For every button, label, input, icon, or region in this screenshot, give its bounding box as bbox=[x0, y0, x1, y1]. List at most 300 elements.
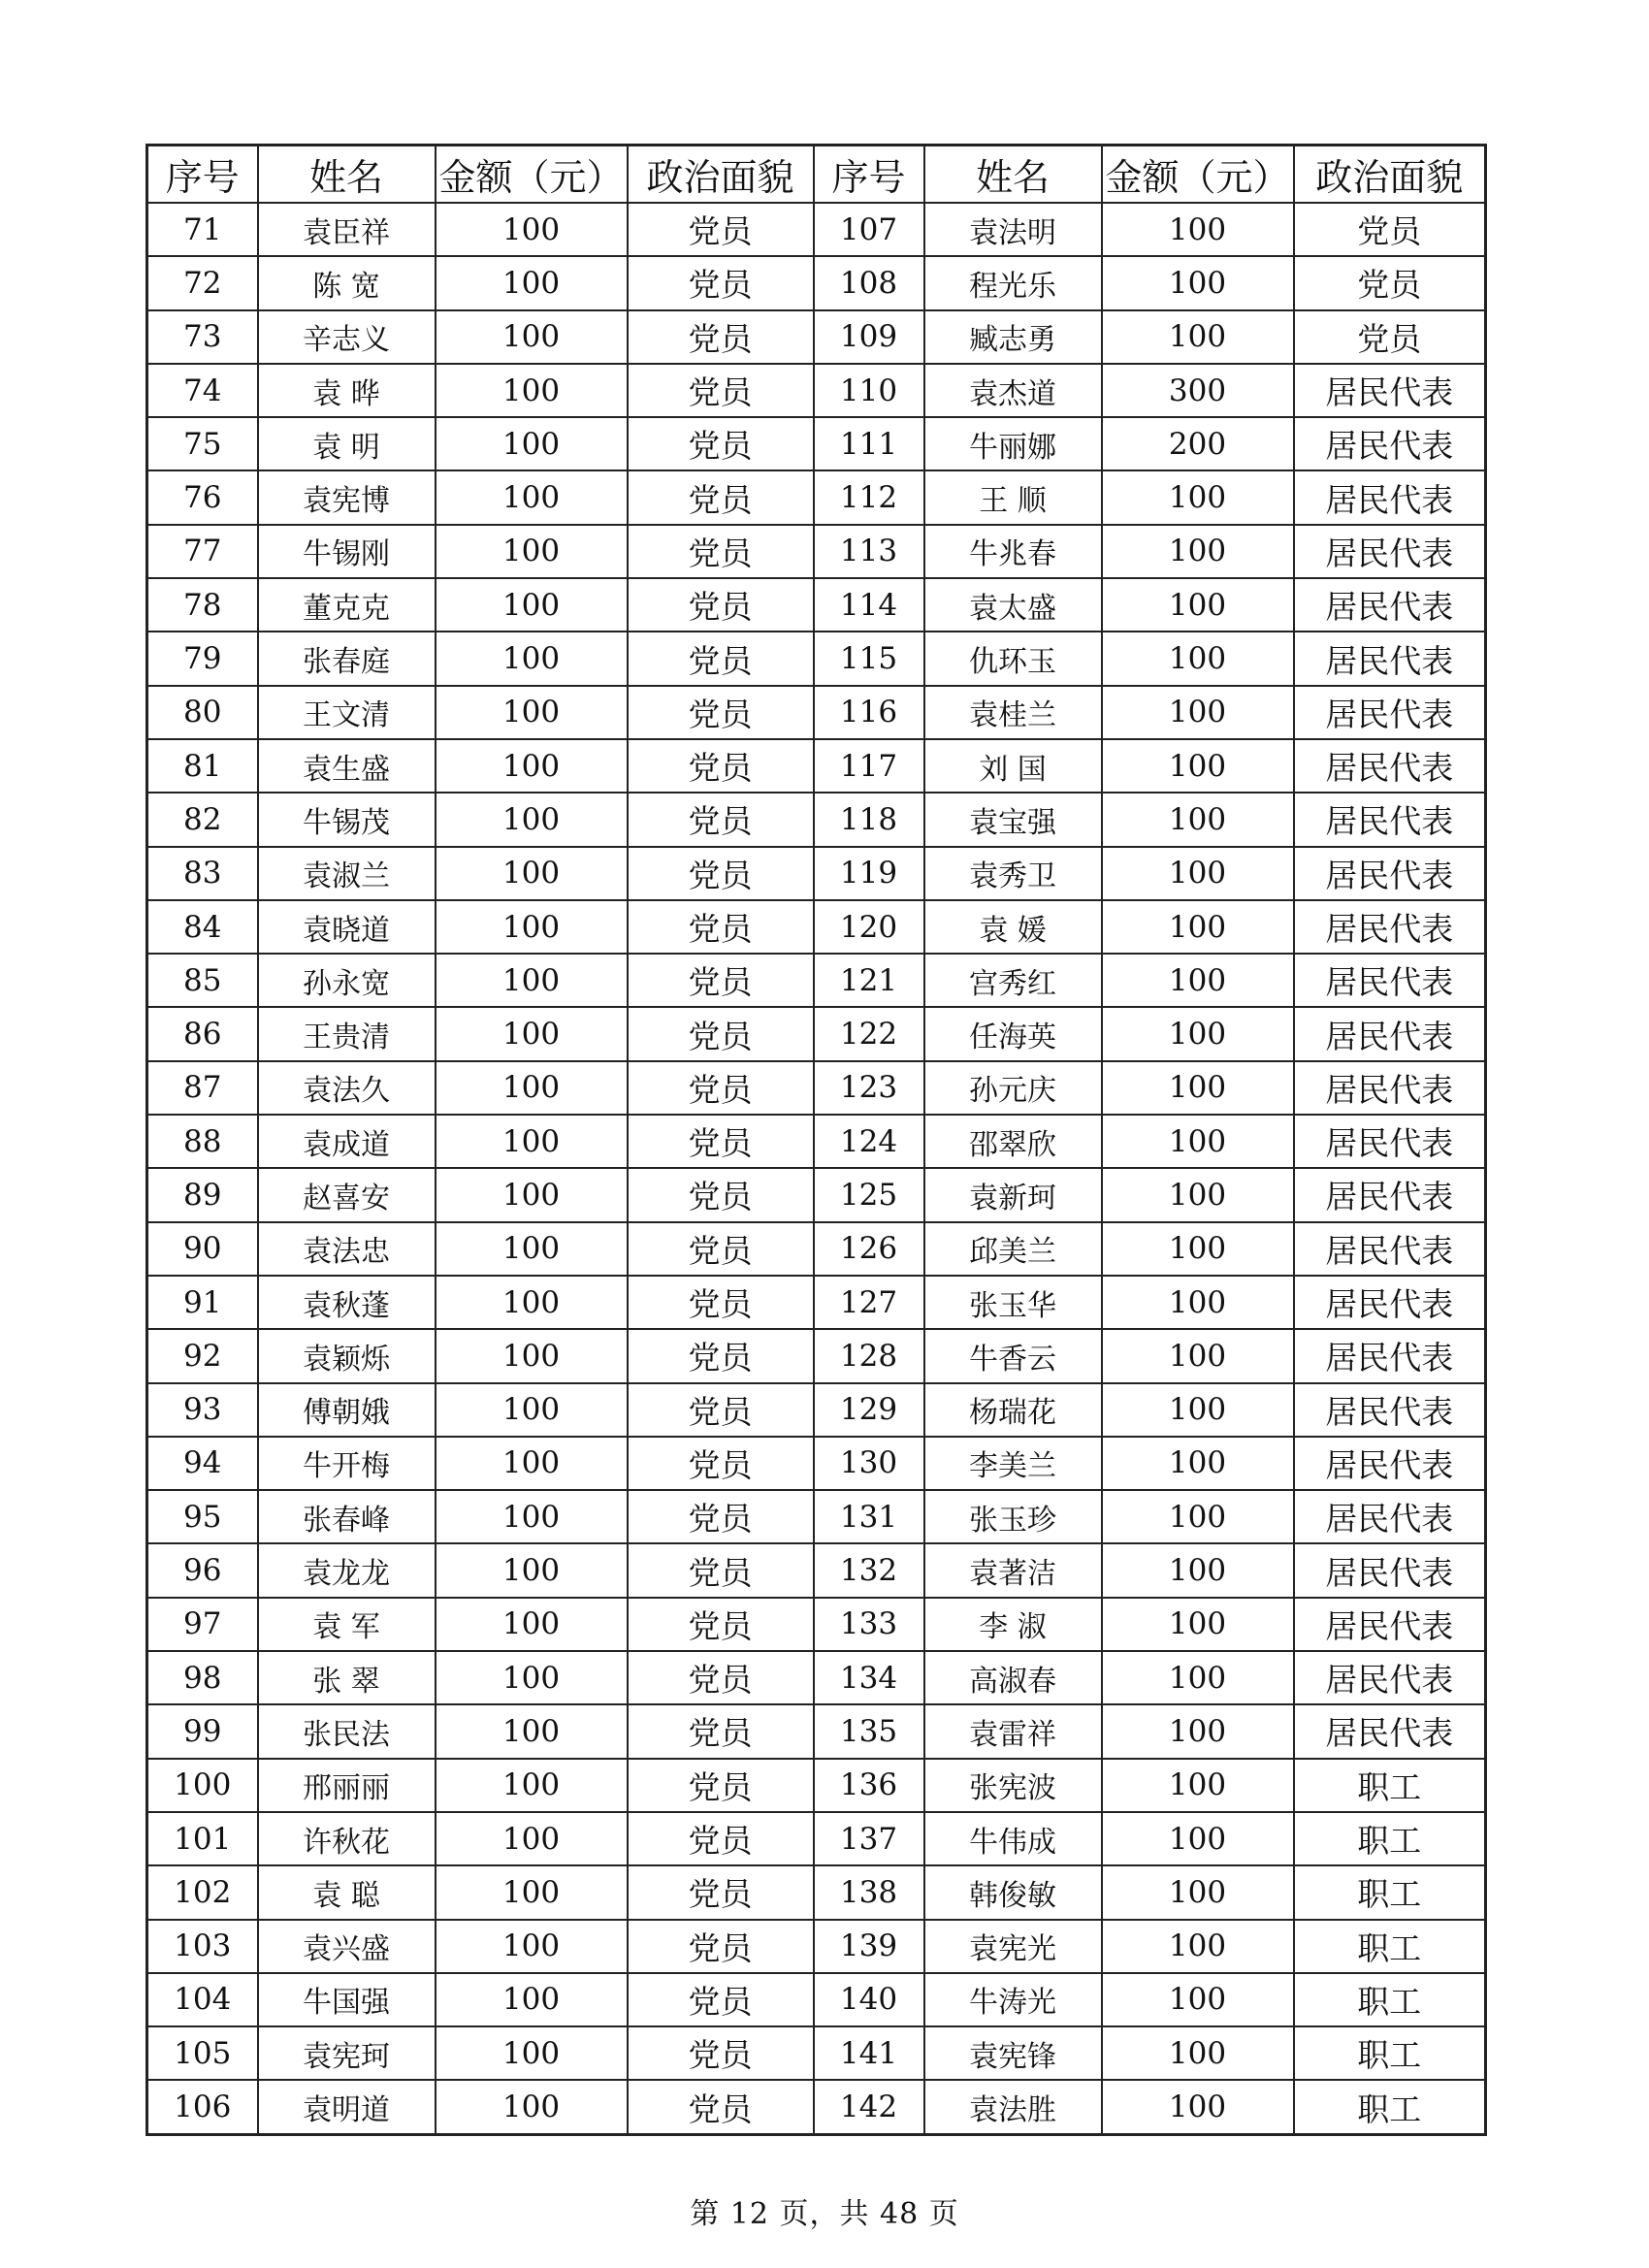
cell-status: 党员 bbox=[628, 1329, 814, 1382]
table-row bbox=[147, 256, 1486, 309]
cell-name: 张宪波 bbox=[924, 1759, 1102, 1812]
cell-amount: 100 bbox=[436, 1973, 628, 2026]
cell-status: 党员 bbox=[628, 847, 814, 900]
cell-status: 党员 bbox=[628, 900, 814, 954]
cell-serial: 105 bbox=[147, 2026, 258, 2080]
cell-status: 居民代表 bbox=[1294, 1115, 1486, 1168]
cell-serial: 82 bbox=[147, 793, 258, 846]
cell-serial: 125 bbox=[814, 1168, 924, 1221]
cell-amount: 100 bbox=[1102, 1061, 1294, 1115]
table-row bbox=[147, 1276, 1486, 1329]
cell-status: 党员 bbox=[1294, 256, 1486, 309]
cell-name: 袁秀卫 bbox=[924, 847, 1102, 900]
cell-status: 党员 bbox=[628, 470, 814, 524]
cell-name: 袁 晔 bbox=[258, 364, 436, 417]
cell-serial: 112 bbox=[814, 470, 924, 524]
cell-serial: 124 bbox=[814, 1115, 924, 1168]
cell-serial: 132 bbox=[814, 1543, 924, 1597]
cell-status: 居民代表 bbox=[1294, 847, 1486, 900]
cell-name: 袁兴盛 bbox=[258, 1920, 436, 1973]
cell-name: 袁生盛 bbox=[258, 739, 436, 793]
cell-amount: 100 bbox=[436, 1383, 628, 1437]
cell-name: 袁太盛 bbox=[924, 578, 1102, 632]
header-amount-right: 金额（元） bbox=[1102, 146, 1294, 204]
cell-amount: 100 bbox=[436, 1222, 628, 1276]
cell-amount: 100 bbox=[1102, 256, 1294, 309]
cell-name: 李 淑 bbox=[924, 1598, 1102, 1651]
table-row bbox=[147, 470, 1486, 524]
cell-serial: 83 bbox=[147, 847, 258, 900]
cell-status: 党员 bbox=[628, 1920, 814, 1973]
cell-status: 居民代表 bbox=[1294, 1704, 1486, 1758]
table-row bbox=[147, 1812, 1486, 1865]
cell-status: 职工 bbox=[1294, 1920, 1486, 1973]
cell-status: 居民代表 bbox=[1294, 739, 1486, 793]
cell-serial: 85 bbox=[147, 954, 258, 1007]
header-serial-left: 序号 bbox=[147, 146, 258, 204]
cell-serial: 75 bbox=[147, 417, 258, 470]
cell-serial: 103 bbox=[147, 1920, 258, 1973]
cell-serial: 139 bbox=[814, 1920, 924, 1973]
cell-name: 袁晓道 bbox=[258, 900, 436, 954]
cell-serial: 87 bbox=[147, 1061, 258, 1115]
cell-amount: 100 bbox=[1102, 578, 1294, 632]
cell-status: 居民代表 bbox=[1294, 954, 1486, 1007]
cell-name: 张玉华 bbox=[924, 1276, 1102, 1329]
cell-serial: 142 bbox=[814, 2080, 924, 2134]
cell-serial: 102 bbox=[147, 1865, 258, 1919]
cell-amount: 100 bbox=[436, 954, 628, 1007]
cell-status: 居民代表 bbox=[1294, 1490, 1486, 1543]
cell-name: 袁 聪 bbox=[258, 1865, 436, 1919]
table-row bbox=[147, 417, 1486, 470]
cell-status: 党员 bbox=[628, 1115, 814, 1168]
cell-amount: 100 bbox=[436, 1920, 628, 1973]
cell-serial: 130 bbox=[814, 1437, 924, 1490]
cell-status: 居民代表 bbox=[1294, 364, 1486, 417]
table-row bbox=[147, 1383, 1486, 1437]
cell-name: 张玉珍 bbox=[924, 1490, 1102, 1543]
cell-name: 袁宝强 bbox=[924, 793, 1102, 846]
cell-amount: 100 bbox=[1102, 1329, 1294, 1382]
cell-status: 党员 bbox=[628, 1383, 814, 1437]
cell-amount: 100 bbox=[436, 1651, 628, 1704]
cell-serial: 98 bbox=[147, 1651, 258, 1704]
cell-amount: 100 bbox=[436, 1865, 628, 1919]
cell-amount: 100 bbox=[436, 793, 628, 846]
cell-amount: 100 bbox=[1102, 1759, 1294, 1812]
cell-name: 陈 宽 bbox=[258, 256, 436, 309]
table-row bbox=[147, 2080, 1486, 2134]
cell-status: 居民代表 bbox=[1294, 1168, 1486, 1221]
cell-status: 党员 bbox=[628, 203, 814, 256]
header-status-right: 政治面貌 bbox=[1294, 146, 1486, 204]
cell-status: 党员 bbox=[628, 1061, 814, 1115]
cell-serial: 110 bbox=[814, 364, 924, 417]
cell-name: 孙永宽 bbox=[258, 954, 436, 1007]
cell-amount: 100 bbox=[1102, 954, 1294, 1007]
cell-amount: 100 bbox=[436, 578, 628, 632]
cell-serial: 73 bbox=[147, 310, 258, 364]
cell-serial: 97 bbox=[147, 1598, 258, 1651]
cell-serial: 111 bbox=[814, 417, 924, 470]
cell-name: 牛国强 bbox=[258, 1973, 436, 2026]
cell-serial: 119 bbox=[814, 847, 924, 900]
cell-serial: 79 bbox=[147, 632, 258, 685]
cell-amount: 100 bbox=[436, 1759, 628, 1812]
cell-name: 袁淑兰 bbox=[258, 847, 436, 900]
cell-serial: 138 bbox=[814, 1865, 924, 1919]
table-row bbox=[147, 900, 1486, 954]
cell-name: 王文清 bbox=[258, 686, 436, 739]
cell-status: 居民代表 bbox=[1294, 1383, 1486, 1437]
cell-name: 刘 国 bbox=[924, 739, 1102, 793]
cell-status: 党员 bbox=[628, 1543, 814, 1597]
cell-status: 党员 bbox=[628, 364, 814, 417]
cell-amount: 300 bbox=[1102, 364, 1294, 417]
cell-status: 党员 bbox=[628, 1437, 814, 1490]
cell-amount: 100 bbox=[1102, 525, 1294, 578]
cell-amount: 100 bbox=[1102, 632, 1294, 685]
cell-serial: 106 bbox=[147, 2080, 258, 2134]
cell-amount: 100 bbox=[436, 686, 628, 739]
cell-amount: 100 bbox=[1102, 203, 1294, 256]
cell-name: 任海英 bbox=[924, 1007, 1102, 1060]
cell-amount: 100 bbox=[1102, 1437, 1294, 1490]
cell-serial: 89 bbox=[147, 1168, 258, 1221]
cell-amount: 100 bbox=[1102, 2080, 1294, 2134]
cell-serial: 116 bbox=[814, 686, 924, 739]
cell-status: 居民代表 bbox=[1294, 900, 1486, 954]
cell-amount: 100 bbox=[436, 470, 628, 524]
cell-serial: 78 bbox=[147, 578, 258, 632]
cell-name: 辛志义 bbox=[258, 310, 436, 364]
cell-status: 居民代表 bbox=[1294, 1437, 1486, 1490]
cell-name: 邵翠欣 bbox=[924, 1115, 1102, 1168]
cell-serial: 131 bbox=[814, 1490, 924, 1543]
cell-status: 党员 bbox=[628, 1490, 814, 1543]
cell-name: 袁 明 bbox=[258, 417, 436, 470]
table-body bbox=[147, 203, 1486, 2134]
cell-amount: 100 bbox=[436, 739, 628, 793]
cell-status: 居民代表 bbox=[1294, 793, 1486, 846]
cell-status: 党员 bbox=[628, 1598, 814, 1651]
cell-amount: 100 bbox=[436, 2080, 628, 2134]
table-row bbox=[147, 1061, 1486, 1115]
cell-amount: 100 bbox=[436, 417, 628, 470]
table-row bbox=[147, 1543, 1486, 1597]
cell-name: 袁桂兰 bbox=[924, 686, 1102, 739]
cell-serial: 128 bbox=[814, 1329, 924, 1382]
cell-serial: 104 bbox=[147, 1973, 258, 2026]
table-row bbox=[147, 847, 1486, 900]
cell-name: 张春峰 bbox=[258, 1490, 436, 1543]
cell-name: 牛锡刚 bbox=[258, 525, 436, 578]
cell-name: 袁法久 bbox=[258, 1061, 436, 1115]
cell-amount: 100 bbox=[1102, 2026, 1294, 2080]
table-row bbox=[147, 525, 1486, 578]
cell-serial: 95 bbox=[147, 1490, 258, 1543]
table-row bbox=[147, 1329, 1486, 1382]
cell-status: 党员 bbox=[628, 1651, 814, 1704]
cell-amount: 100 bbox=[1102, 1651, 1294, 1704]
cell-name: 袁宪锋 bbox=[924, 2026, 1102, 2080]
cell-name: 宫秀红 bbox=[924, 954, 1102, 1007]
cell-name: 袁法忠 bbox=[258, 1222, 436, 1276]
cell-name: 袁成道 bbox=[258, 1115, 436, 1168]
table-row bbox=[147, 739, 1486, 793]
cell-amount: 100 bbox=[436, 1168, 628, 1221]
cell-name: 董克克 bbox=[258, 578, 436, 632]
cell-name: 袁宪光 bbox=[924, 1920, 1102, 1973]
table-row bbox=[147, 1651, 1486, 1704]
cell-serial: 113 bbox=[814, 525, 924, 578]
cell-name: 袁法胜 bbox=[924, 2080, 1102, 2134]
cell-status: 党员 bbox=[628, 417, 814, 470]
cell-name: 袁杰道 bbox=[924, 364, 1102, 417]
table-row bbox=[147, 1759, 1486, 1812]
cell-name: 袁颖烁 bbox=[258, 1329, 436, 1382]
cell-serial: 93 bbox=[147, 1383, 258, 1437]
table-row bbox=[147, 1168, 1486, 1221]
cell-amount: 100 bbox=[436, 203, 628, 256]
cell-serial: 114 bbox=[814, 578, 924, 632]
cell-amount: 100 bbox=[436, 256, 628, 309]
cell-amount: 100 bbox=[436, 632, 628, 685]
table-row bbox=[147, 310, 1486, 364]
cell-amount: 100 bbox=[1102, 1920, 1294, 1973]
cell-serial: 123 bbox=[814, 1061, 924, 1115]
cell-amount: 100 bbox=[1102, 1276, 1294, 1329]
cell-name: 程光乐 bbox=[924, 256, 1102, 309]
cell-amount: 100 bbox=[436, 1437, 628, 1490]
cell-serial: 80 bbox=[147, 686, 258, 739]
cell-amount: 100 bbox=[436, 1329, 628, 1382]
cell-status: 党员 bbox=[628, 1865, 814, 1919]
cell-serial: 86 bbox=[147, 1007, 258, 1060]
cell-status: 党员 bbox=[628, 739, 814, 793]
cell-name: 袁龙龙 bbox=[258, 1543, 436, 1597]
header-name-right: 姓名 bbox=[924, 146, 1102, 204]
cell-name: 邱美兰 bbox=[924, 1222, 1102, 1276]
table-row bbox=[147, 1920, 1486, 1973]
cell-serial: 136 bbox=[814, 1759, 924, 1812]
cell-status: 居民代表 bbox=[1294, 578, 1486, 632]
cell-serial: 81 bbox=[147, 739, 258, 793]
cell-name: 袁法明 bbox=[924, 203, 1102, 256]
cell-amount: 100 bbox=[1102, 900, 1294, 954]
donation-table bbox=[146, 144, 1487, 2136]
cell-serial: 72 bbox=[147, 256, 258, 309]
cell-serial: 137 bbox=[814, 1812, 924, 1865]
table-row bbox=[147, 1490, 1486, 1543]
cell-status: 职工 bbox=[1294, 1759, 1486, 1812]
cell-amount: 100 bbox=[1102, 739, 1294, 793]
table-row bbox=[147, 1598, 1486, 1651]
cell-amount: 100 bbox=[436, 310, 628, 364]
cell-status: 党员 bbox=[628, 1222, 814, 1276]
cell-status: 党员 bbox=[628, 1704, 814, 1758]
cell-status: 党员 bbox=[628, 578, 814, 632]
cell-status: 党员 bbox=[628, 793, 814, 846]
cell-serial: 100 bbox=[147, 1759, 258, 1812]
table-row bbox=[147, 1115, 1486, 1168]
cell-serial: 71 bbox=[147, 203, 258, 256]
cell-name: 袁雷祥 bbox=[924, 1704, 1102, 1758]
cell-serial: 122 bbox=[814, 1007, 924, 1060]
cell-status: 党员 bbox=[628, 1168, 814, 1221]
cell-serial: 133 bbox=[814, 1598, 924, 1651]
cell-name: 孙元庆 bbox=[924, 1061, 1102, 1115]
cell-serial: 88 bbox=[147, 1115, 258, 1168]
cell-serial: 91 bbox=[147, 1276, 258, 1329]
cell-status: 党员 bbox=[628, 525, 814, 578]
header-amount-left: 金额（元） bbox=[436, 146, 628, 204]
table-row bbox=[147, 203, 1486, 256]
cell-serial: 118 bbox=[814, 793, 924, 846]
cell-name: 傅朝娥 bbox=[258, 1383, 436, 1437]
cell-name: 牛开梅 bbox=[258, 1437, 436, 1490]
cell-name: 张春庭 bbox=[258, 632, 436, 685]
cell-serial: 121 bbox=[814, 954, 924, 1007]
cell-name: 袁宪珂 bbox=[258, 2026, 436, 2080]
header-status-left: 政治面貌 bbox=[628, 146, 814, 204]
cell-amount: 100 bbox=[436, 1276, 628, 1329]
cell-name: 袁明道 bbox=[258, 2080, 436, 2134]
cell-name: 李美兰 bbox=[924, 1437, 1102, 1490]
cell-name: 牛香云 bbox=[924, 1329, 1102, 1382]
cell-serial: 92 bbox=[147, 1329, 258, 1382]
cell-amount: 100 bbox=[1102, 1490, 1294, 1543]
table-row bbox=[147, 1007, 1486, 1060]
cell-status: 党员 bbox=[628, 954, 814, 1007]
cell-amount: 100 bbox=[1102, 1115, 1294, 1168]
page-number: 第 12 页，共 48 页 bbox=[690, 2197, 959, 2231]
table-row bbox=[147, 1704, 1486, 1758]
cell-status: 党员 bbox=[628, 310, 814, 364]
table-row bbox=[147, 1222, 1486, 1276]
table-row bbox=[147, 2026, 1486, 2080]
cell-serial: 134 bbox=[814, 1651, 924, 1704]
cell-amount: 100 bbox=[1102, 847, 1294, 900]
cell-amount: 100 bbox=[1102, 1383, 1294, 1437]
cell-name: 高淑春 bbox=[924, 1651, 1102, 1704]
cell-amount: 100 bbox=[1102, 310, 1294, 364]
cell-status: 居民代表 bbox=[1294, 1651, 1486, 1704]
cell-amount: 100 bbox=[436, 1543, 628, 1597]
table-row bbox=[147, 1865, 1486, 1919]
cell-amount: 100 bbox=[1102, 1704, 1294, 1758]
cell-serial: 96 bbox=[147, 1543, 258, 1597]
cell-name: 袁著洁 bbox=[924, 1543, 1102, 1597]
table-row bbox=[147, 578, 1486, 632]
cell-status: 居民代表 bbox=[1294, 525, 1486, 578]
cell-status: 居民代表 bbox=[1294, 417, 1486, 470]
cell-serial: 74 bbox=[147, 364, 258, 417]
cell-amount: 100 bbox=[1102, 686, 1294, 739]
cell-serial: 99 bbox=[147, 1704, 258, 1758]
cell-status: 居民代表 bbox=[1294, 1276, 1486, 1329]
cell-amount: 100 bbox=[436, 1812, 628, 1865]
cell-status: 党员 bbox=[628, 1973, 814, 2026]
cell-serial: 115 bbox=[814, 632, 924, 685]
cell-amount: 100 bbox=[436, 1490, 628, 1543]
cell-status: 职工 bbox=[1294, 2080, 1486, 2134]
cell-name: 张 翠 bbox=[258, 1651, 436, 1704]
cell-amount: 100 bbox=[436, 2026, 628, 2080]
cell-amount: 100 bbox=[436, 364, 628, 417]
cell-name: 许秋花 bbox=[258, 1812, 436, 1865]
table-row bbox=[147, 364, 1486, 417]
cell-name: 臧志勇 bbox=[924, 310, 1102, 364]
cell-name: 袁新珂 bbox=[924, 1168, 1102, 1221]
cell-serial: 140 bbox=[814, 1973, 924, 2026]
cell-amount: 100 bbox=[436, 1598, 628, 1651]
cell-status: 党员 bbox=[1294, 203, 1486, 256]
cell-status: 职工 bbox=[1294, 1865, 1486, 1919]
cell-name: 牛锡茂 bbox=[258, 793, 436, 846]
cell-serial: 127 bbox=[814, 1276, 924, 1329]
cell-amount: 100 bbox=[436, 847, 628, 900]
table-row bbox=[147, 793, 1486, 846]
cell-name: 赵喜安 bbox=[258, 1168, 436, 1221]
cell-status: 职工 bbox=[1294, 1812, 1486, 1865]
cell-amount: 100 bbox=[1102, 1973, 1294, 2026]
cell-amount: 100 bbox=[1102, 1865, 1294, 1919]
cell-name: 张民法 bbox=[258, 1704, 436, 1758]
cell-amount: 100 bbox=[1102, 1812, 1294, 1865]
cell-amount: 100 bbox=[436, 1704, 628, 1758]
cell-serial: 108 bbox=[814, 256, 924, 309]
cell-name: 袁 媛 bbox=[924, 900, 1102, 954]
cell-status: 党员 bbox=[628, 1759, 814, 1812]
cell-status: 党员 bbox=[628, 686, 814, 739]
cell-status: 居民代表 bbox=[1294, 686, 1486, 739]
cell-status: 居民代表 bbox=[1294, 1543, 1486, 1597]
cell-status: 党员 bbox=[628, 1007, 814, 1060]
cell-amount: 100 bbox=[1102, 470, 1294, 524]
cell-amount: 100 bbox=[1102, 1222, 1294, 1276]
cell-name: 袁秋蓬 bbox=[258, 1276, 436, 1329]
cell-status: 居民代表 bbox=[1294, 1061, 1486, 1115]
cell-name: 王贵清 bbox=[258, 1007, 436, 1060]
table-row bbox=[147, 632, 1486, 685]
cell-name: 袁宪博 bbox=[258, 470, 436, 524]
cell-name: 牛兆春 bbox=[924, 525, 1102, 578]
cell-name: 杨瑞花 bbox=[924, 1383, 1102, 1437]
cell-amount: 100 bbox=[436, 1115, 628, 1168]
cell-amount: 100 bbox=[436, 1061, 628, 1115]
cell-name: 韩俊敏 bbox=[924, 1865, 1102, 1919]
table-row bbox=[147, 954, 1486, 1007]
cell-amount: 100 bbox=[1102, 793, 1294, 846]
cell-status: 党员 bbox=[628, 632, 814, 685]
table-header-row bbox=[147, 146, 1486, 204]
cell-serial: 109 bbox=[814, 310, 924, 364]
cell-name: 牛伟成 bbox=[924, 1812, 1102, 1865]
cell-serial: 120 bbox=[814, 900, 924, 954]
cell-status: 居民代表 bbox=[1294, 1222, 1486, 1276]
cell-status: 职工 bbox=[1294, 1973, 1486, 2026]
cell-status: 党员 bbox=[628, 1276, 814, 1329]
cell-status: 居民代表 bbox=[1294, 1598, 1486, 1651]
cell-status: 居民代表 bbox=[1294, 1007, 1486, 1060]
cell-status: 居民代表 bbox=[1294, 1329, 1486, 1382]
cell-amount: 100 bbox=[436, 1007, 628, 1060]
cell-name: 牛涛光 bbox=[924, 1973, 1102, 2026]
cell-status: 居民代表 bbox=[1294, 470, 1486, 524]
cell-status: 党员 bbox=[628, 1812, 814, 1865]
